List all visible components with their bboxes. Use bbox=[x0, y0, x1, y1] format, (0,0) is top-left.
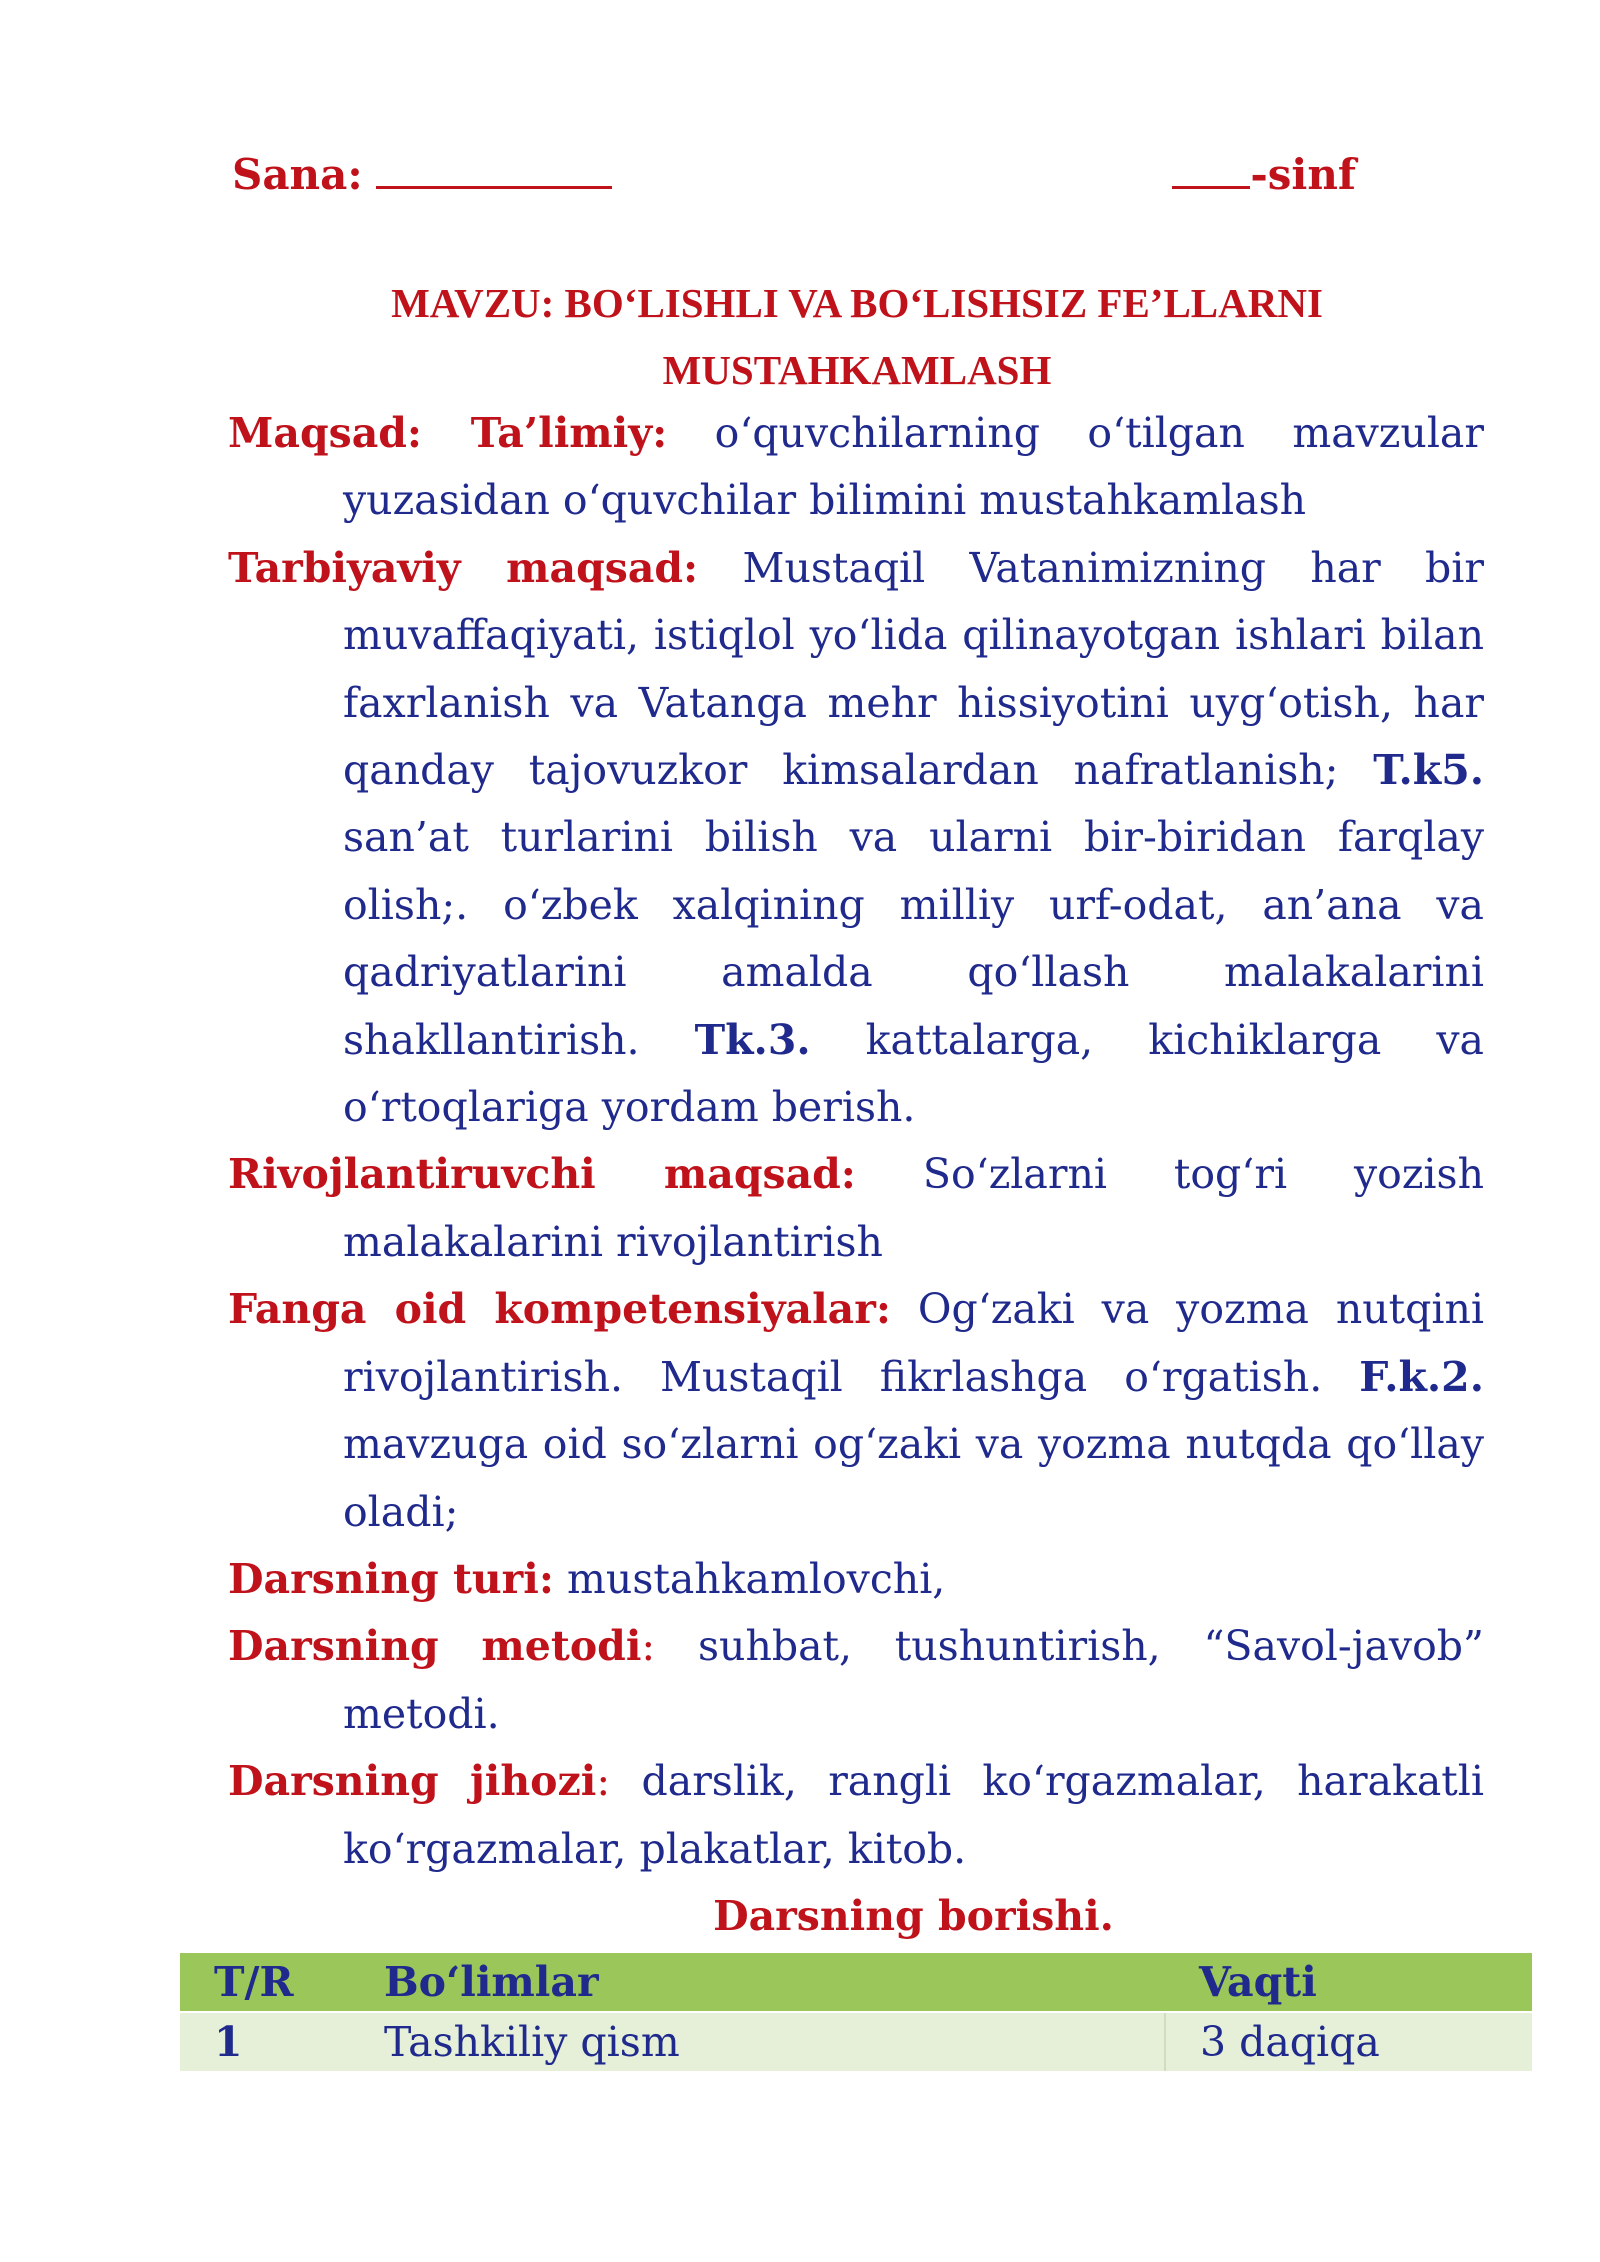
metodi-text: suhbat, tushuntirish, “Savol-javob” metodi. bbox=[343, 1622, 1484, 1738]
tarbiyaviy-code-2: Tk.3. bbox=[694, 1015, 811, 1064]
fanga-text-1: Og‘zaki va yozma nutqini rivojlantirish. Mustaqil fikrlashga o‘rgatish. bbox=[343, 1285, 1484, 1401]
cell-time: 3 daqiqa bbox=[1165, 2012, 1532, 2071]
title-line-1: MAVZU: BO‘LISHLI VA BO‘LISHSIZ FE’LLARNI bbox=[391, 280, 1323, 326]
fanga-paragraph bbox=[228, 1276, 1484, 1546]
date-blank-line bbox=[376, 156, 612, 189]
fanga-text-2: mavzuga oid so‘zlarni og‘zaki va yozma nutqda qo‘llay oladi; bbox=[343, 1420, 1484, 1536]
lesson-title bbox=[232, 270, 1482, 404]
lesson-content bbox=[228, 400, 1484, 1950]
tarbiyaviy-paragraph bbox=[228, 535, 1484, 1142]
rivoj-paragraph bbox=[228, 1141, 1484, 1276]
cell-section: Tashkiliy qism bbox=[350, 2012, 1165, 2071]
jihozi-text: darslik, rangli ko‘rgazmalar, harakatli ko‘rgazmalar, plakatlar, kitob. bbox=[343, 1757, 1484, 1873]
jihozi-colon: : bbox=[596, 1757, 611, 1806]
tarbiyaviy-text-2: san’at turlarini bilish va ularni bir-biridan farqlay olish;. o‘zbek xalqining milliy urf-odat, an’ana va qadriyatlarini amalda qo‘llash malakalarini shakllantirish. bbox=[343, 813, 1484, 1064]
header-row bbox=[232, 150, 1356, 220]
date-label: Sana: bbox=[232, 150, 363, 199]
turi-label: Darsning turi: bbox=[228, 1554, 554, 1603]
cell-number: 1 bbox=[180, 2012, 350, 2071]
metodi-label-1: Darsning bbox=[228, 1622, 439, 1671]
table-header-row bbox=[180, 1953, 1532, 2012]
class-field bbox=[1172, 150, 1356, 199]
turi-text: mustahkamlovchi, bbox=[567, 1554, 946, 1603]
header-tr: T/R bbox=[214, 1958, 294, 2006]
metodi-label-2: metodi bbox=[481, 1622, 642, 1671]
header-time: Vaqti bbox=[1199, 1958, 1317, 2006]
metodi-colon: : bbox=[641, 1622, 656, 1671]
tarbiyaviy-text-1: Mustaqil Vatanimizning har bir muvaffaqiyati, istiqlol yo‘lida qilinayotgan ishlari bilan faxrlanish va Vatanga mehr hissiyotini uyg‘otish, har qanday tajovuzkor kimsalardan nafratlanish; bbox=[343, 543, 1484, 795]
rivoj-label: Rivojlantiruvchi maqsad: bbox=[228, 1150, 856, 1199]
title-line-2: MUSTAHKAMLASH bbox=[662, 347, 1052, 393]
jihozi-label-2: jihozi bbox=[469, 1757, 597, 1806]
jihozi-label-1: Darsning bbox=[228, 1757, 439, 1806]
tarbiyaviy-code-1: T.k5. bbox=[1373, 746, 1484, 795]
fanga-label: Fanga oid kompetensiyalar: bbox=[228, 1285, 891, 1334]
rivoj-text: So‘zlarni tog‘ri yozish malakalarini rivojlantirish bbox=[343, 1150, 1484, 1266]
maqsad-paragraph bbox=[228, 400, 1484, 535]
fanga-code: F.k.2. bbox=[1359, 1352, 1484, 1401]
turi-paragraph bbox=[228, 1546, 1484, 1613]
date-field bbox=[232, 150, 612, 199]
class-label: -sinf bbox=[1250, 150, 1356, 199]
maqsad-label: Maqsad: Ta’limiy: bbox=[228, 409, 668, 457]
header-sections: Bo‘limlar bbox=[384, 1958, 599, 2006]
tarbiyaviy-label: Tarbiyaviy maqsad: bbox=[228, 543, 699, 592]
table-row bbox=[180, 2012, 1532, 2071]
class-blank-line bbox=[1172, 156, 1250, 189]
lesson-plan-table bbox=[180, 1953, 1532, 2071]
maqsad-text: o‘quvchilarning o‘tilgan mavzular yuzasidan o‘quvchilar bilimini mustahkamlash bbox=[343, 409, 1484, 525]
jihozi-paragraph bbox=[228, 1748, 1484, 1883]
tarbiyaviy-text-3: kattalarga, kichiklarga va o‘rtoqlariga yordam berish. bbox=[343, 1015, 1484, 1132]
metodi-paragraph bbox=[228, 1613, 1484, 1748]
borishi-heading: Darsning borishi. bbox=[713, 1891, 1114, 1940]
